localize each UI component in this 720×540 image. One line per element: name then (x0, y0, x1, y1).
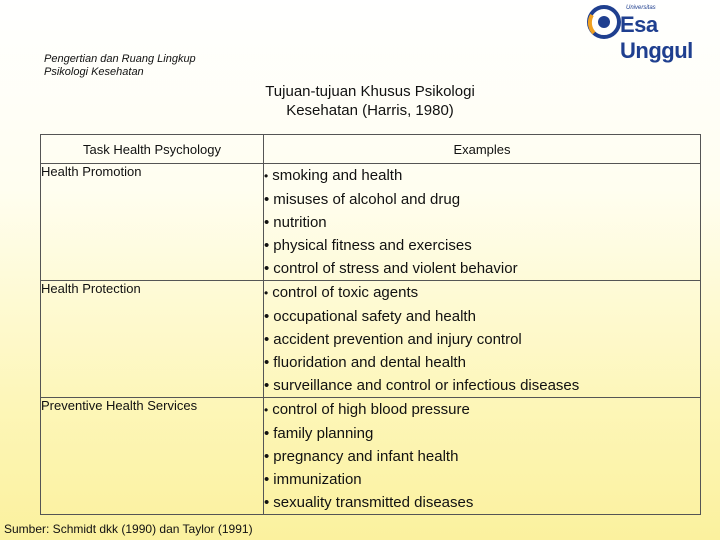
list-item: • sexuality transmitted diseases (264, 494, 474, 511)
list-item: • nutrition (264, 214, 327, 231)
bullet-icon: • (264, 403, 269, 417)
list-item: • immunization (264, 471, 362, 488)
bullet-icon: • (264, 214, 270, 231)
bullet-icon: • (264, 331, 270, 348)
examples-cell (264, 281, 701, 398)
university-logo (586, 2, 714, 63)
bullet-icon: • (264, 308, 270, 325)
subtitle-line-2: Psikologi Kesehatan (44, 66, 144, 78)
bullet-icon: • (264, 237, 270, 254)
examples-cell (264, 398, 701, 515)
bullet-icon: • (264, 494, 270, 511)
list-item: • control of high blood pressure (264, 401, 470, 418)
logo-name: Esa Unggul (620, 12, 693, 63)
bullet-icon: • (264, 191, 270, 208)
subtitle-line-1: Pengertian dan Ruang Lingkup (44, 53, 196, 65)
task-table (40, 134, 701, 515)
table-row (41, 398, 701, 515)
list-item: • surveillance and control or infectious diseases (264, 377, 580, 394)
logo-emblem-icon (586, 3, 622, 41)
bullet-icon: • (264, 260, 270, 277)
slide-subtitle (44, 53, 196, 79)
list-item: • physical fitness and exercises (264, 237, 472, 254)
table-header-row (41, 135, 701, 164)
bullet-icon: • (264, 425, 270, 442)
list-item: • occupational safety and health (264, 308, 476, 325)
table-row (41, 281, 701, 398)
title-line-2: Kesehatan (Harris, 1980) (286, 102, 454, 119)
list-item: • fluoridation and dental health (264, 354, 466, 371)
list-item: • control of stress and violent behavior (264, 260, 518, 277)
table-row (41, 164, 701, 281)
examples-list (264, 281, 700, 397)
list-item: • smoking and health (264, 167, 403, 184)
examples-cell (264, 164, 701, 281)
task-cell: Preventive Health Services (41, 398, 264, 515)
bullet-icon: • (264, 354, 270, 371)
bullet-icon: • (264, 377, 270, 394)
task-cell: Health Promotion (41, 164, 264, 281)
list-item: • pregnancy and infant health (264, 448, 459, 465)
column-header-examples: Examples (264, 135, 701, 164)
logo-university-label: Universitas (626, 5, 656, 11)
examples-list (264, 164, 700, 280)
list-item: • family planning (264, 425, 374, 442)
task-cell: Health Protection (41, 281, 264, 398)
source-citation: Sumber: Schmidt dkk (1990) dan Taylor (1991) (4, 522, 253, 536)
title-line-1: Tujuan-tujuan Khusus Psikologi (265, 83, 475, 100)
bullet-icon: • (264, 169, 269, 183)
list-item: • accident prevention and injury control (264, 331, 522, 348)
list-item: • control of toxic agents (264, 284, 419, 301)
column-header-task: Task Health Psychology (41, 135, 264, 164)
bullet-icon: • (264, 448, 270, 465)
list-item: • misuses of alcohol and drug (264, 191, 461, 208)
bullet-icon: • (264, 286, 269, 300)
page-title (245, 82, 495, 120)
bullet-icon: • (264, 471, 270, 488)
examples-list (264, 398, 700, 514)
